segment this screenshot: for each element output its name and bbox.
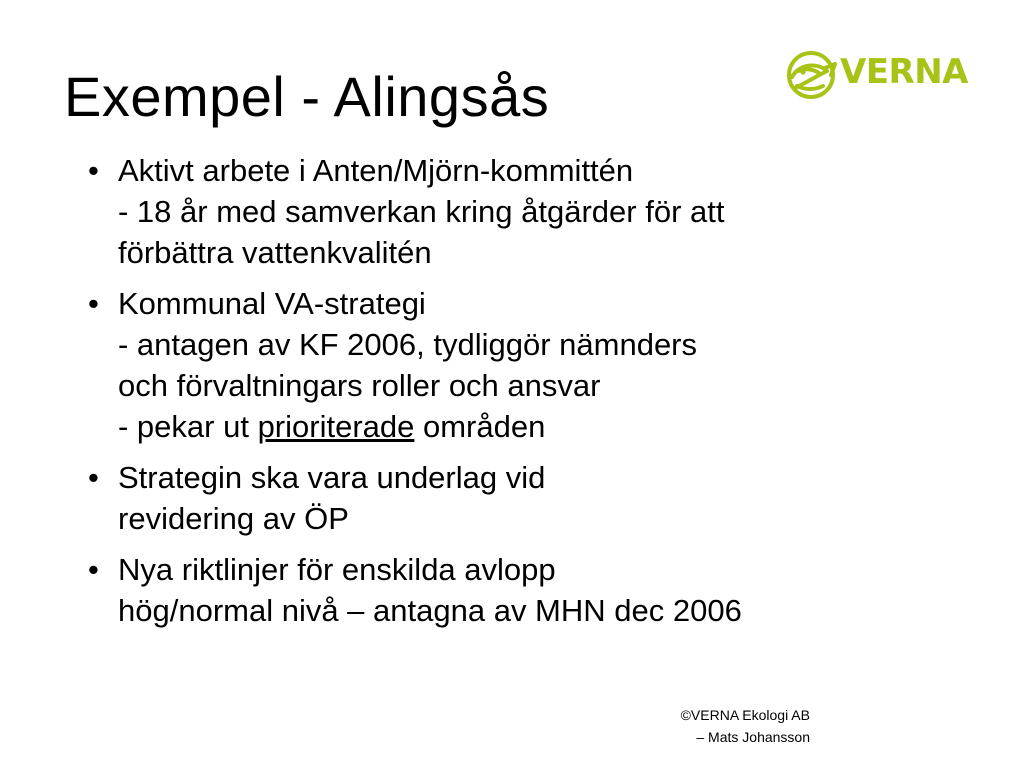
emphasis-suffix: områden (414, 409, 546, 444)
emphasis-underlined-word: prioriterade (257, 409, 415, 444)
slide-title: Exempel - Alingsås (64, 65, 550, 128)
bullet-line: hög/normal nivå – antagna av MHN dec 2006 (118, 593, 742, 628)
bullet-line: Nya riktlinjer för enskilda avlopp (118, 552, 556, 587)
footer-author: – Mats Johansson (696, 729, 810, 745)
bullet-marker: • (88, 153, 99, 188)
bullet-line: och förvaltningars roller och ansvar (118, 368, 601, 403)
bullet-item (88, 150, 988, 273)
bullet-line: förbättra vattenkvalitén (118, 235, 432, 270)
bullet-line: Kommunal VA-strategi (118, 286, 426, 321)
logo-wordmark: VERNA (840, 52, 968, 92)
fish-logo-icon (783, 44, 839, 104)
bullet-item (88, 457, 988, 539)
bullet-marker: • (88, 552, 99, 587)
bullet-line: - antagen av KF 2006, tydliggör nämnders (118, 327, 698, 362)
emphasis-prefix: - pekar ut (118, 409, 258, 444)
bullet-marker: • (88, 286, 99, 321)
bullet-item (88, 549, 988, 631)
bullet-line: Aktivt arbete i Anten/Mjörn-kommittén (118, 153, 634, 188)
bullet-line: - 18 år med samverkan kring åtgärder för att (118, 194, 725, 229)
bullet-line-with-emphasis (118, 406, 988, 447)
bullet-line: revidering av ÖP (118, 501, 349, 536)
bullet-line: Strategin ska vara underlag vid (118, 460, 546, 495)
bullet-marker: • (88, 460, 99, 495)
footer-company: ©VERNA Ekologi AB (680, 707, 810, 723)
bullet-list (88, 150, 988, 641)
bullet-item (88, 283, 988, 447)
copyright-footer (630, 704, 810, 748)
verna-logo (783, 44, 983, 104)
